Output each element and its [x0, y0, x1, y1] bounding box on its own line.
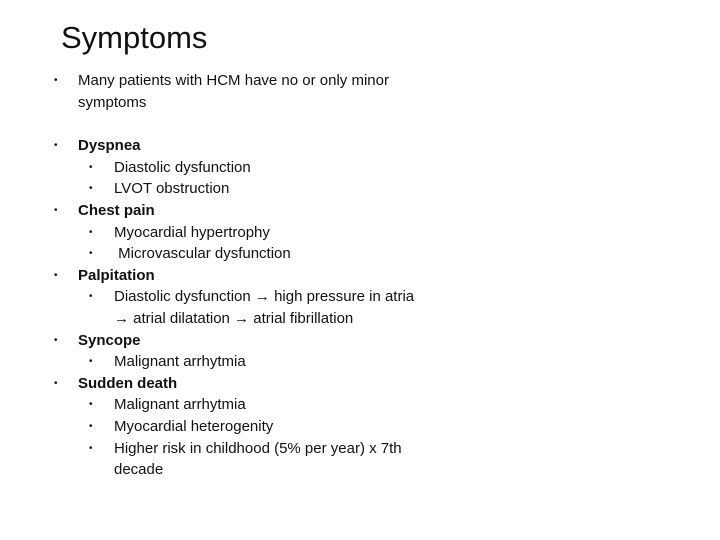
dyspnea-item-1-text: Diastolic dysfunction	[114, 159, 251, 176]
sub-bullet-dot: •	[89, 399, 93, 410]
palpitation-item-1-text-1: Diastolic dysfunction → high pressure in atria	[114, 288, 415, 305]
intro-text-2: symptoms	[78, 94, 147, 111]
bullet-dot: •	[54, 140, 58, 151]
bullet-dot: •	[54, 205, 58, 216]
bullet-dot: •	[54, 378, 58, 389]
sub-bullet-dot: •	[89, 227, 93, 238]
syncope-label: Syncope	[78, 332, 141, 349]
bullet-dot: •	[54, 270, 58, 281]
sudden-death-item-2-text: Myocardial heterogenity	[114, 418, 274, 435]
syncope-item-1-text: Malignant arrhytmia	[114, 353, 246, 370]
sudden-death-label: Sudden death	[78, 375, 178, 392]
sub-bullet-dot: •	[89, 162, 93, 173]
sub-bullet-dot: •	[89, 183, 93, 194]
chest-pain-label: Chest pain	[78, 202, 155, 219]
bullet-dot: •	[54, 335, 58, 346]
sudden-death-item-1-text: Malignant arrhytmia	[114, 396, 246, 413]
palpitation-item-1-text-2: → atrial dilatation → atrial fibrillation	[114, 310, 354, 327]
chest-pain-item-2-text: Microvascular dysfunction	[114, 245, 291, 262]
sudden-death-item-3-text-2: decade	[114, 461, 164, 478]
sub-bullet-dot: •	[89, 356, 93, 367]
chest-pain-item-1-text: Myocardial hypertrophy	[114, 224, 270, 241]
sub-bullet-dot: •	[89, 248, 93, 259]
sub-bullet-dot: •	[89, 291, 93, 302]
sudden-death-item-3-text-1: Higher risk in childhood (5% per year) x 7th	[114, 440, 402, 457]
dyspnea-item-2-text: LVOT obstruction	[114, 180, 230, 197]
sub-bullet-dot: •	[89, 443, 93, 454]
intro-text-1: Many patients with HCM have no or only minor	[78, 72, 389, 89]
slide-title: Symptoms	[61, 20, 208, 55]
dyspnea-label: Dyspnea	[78, 137, 141, 154]
sub-bullet-dot: •	[89, 421, 93, 432]
bullet-dot: •	[54, 75, 58, 86]
palpitation-label: Palpitation	[78, 267, 155, 284]
